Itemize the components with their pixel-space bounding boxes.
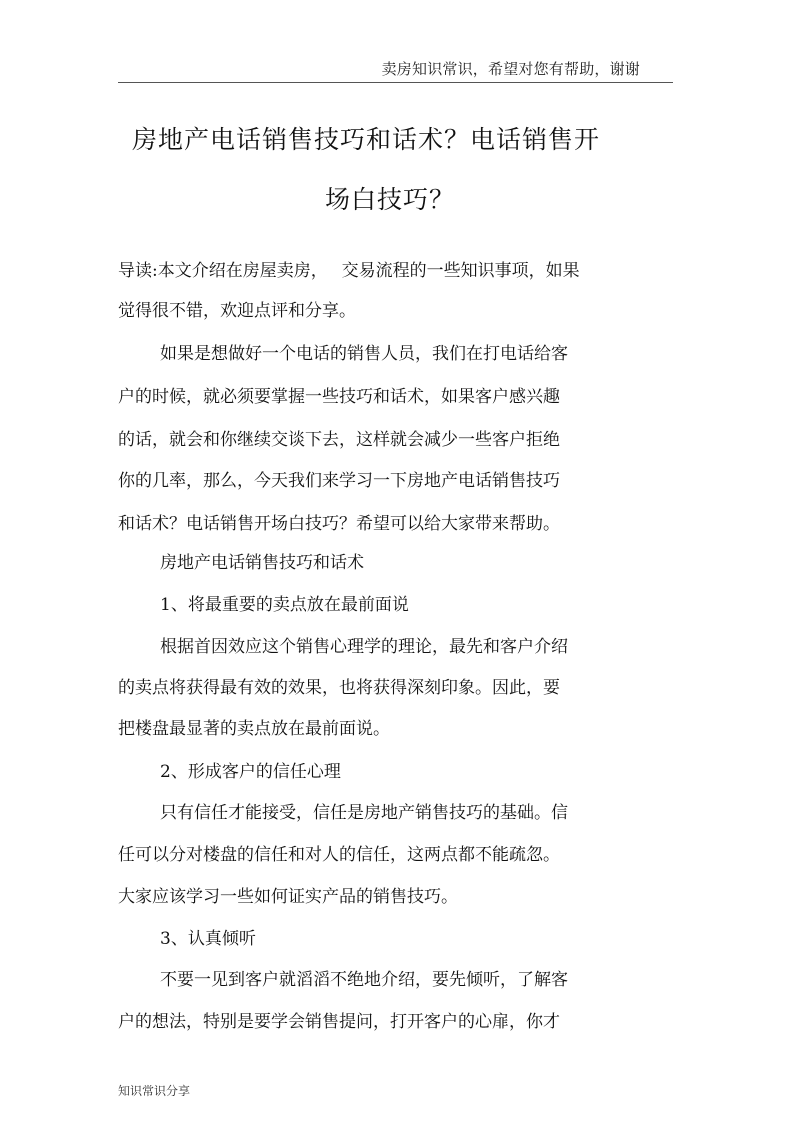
running-header: 卖房知识常识，希望对您有帮助，谢谢 (381, 60, 640, 78)
document-title-line-2: 场白技巧？ (325, 185, 456, 214)
point-1-title: 1、将最重要的卖点放在最前面说 (160, 595, 409, 615)
paragraph-line: 根据首因效应这个销售心理学的理论，最先和客户介绍 (160, 637, 568, 657)
document-title-line-1: 房地产电话销售技巧和话术？电话销售开 (132, 125, 601, 154)
page-footer: 知识常识分享 (118, 1084, 191, 1098)
paragraph-line: 把楼盘最显著的卖点放在最前面说。 (118, 719, 390, 739)
paragraph-line: 如果是想做好一个电话的销售人员，我们在打电话给客 (160, 344, 568, 364)
paragraph-line: 的话，就会和你继续交谈下去，这样就会减少一些客户拒绝 (118, 430, 560, 450)
paragraph-line: 的卖点将获得最有效的效果，也将获得深刻印象。因此，要 (118, 678, 560, 698)
paragraph-line: 大家应该学习一些如何证实产品的销售技巧。 (118, 887, 458, 907)
paragraph-line: 任可以分对楼盘的信任和对人的信任，这两点都不能疏忽。 (118, 845, 560, 865)
paragraph-line: 只有信任才能接受，信任是房地产销售技巧的基础。信 (160, 803, 568, 823)
paragraph-line: 户的想法，特别是要学会销售提问，打开客户的心扉，你才 (118, 1012, 560, 1032)
point-3-title: 3、认真倾听 (160, 929, 256, 949)
paragraph-line: 户的时候，就必须要掌握一些技巧和话术，如果客户感兴趣 (118, 387, 560, 407)
intro-line: 觉得很不错，欢迎点评和分享。 (118, 301, 356, 321)
point-2-title: 2、形成客户的信任心理 (160, 762, 341, 782)
intro-line: 导读:本文介绍在房屋卖房， 交易流程的一些知识事项，如果 (118, 261, 580, 281)
paragraph-line: 你的几率，那么，今天我们来学习一下房地产电话销售技巧 (118, 471, 560, 491)
paragraph-line: 和话术？电话销售开场白技巧？希望可以给大家带来帮助。 (118, 514, 560, 534)
header-divider (118, 82, 673, 83)
section-heading: 房地产电话销售技巧和话术 (160, 553, 364, 573)
paragraph-line: 不要一见到客户就滔滔不绝地介绍，要先倾听，了解客 (160, 970, 568, 990)
